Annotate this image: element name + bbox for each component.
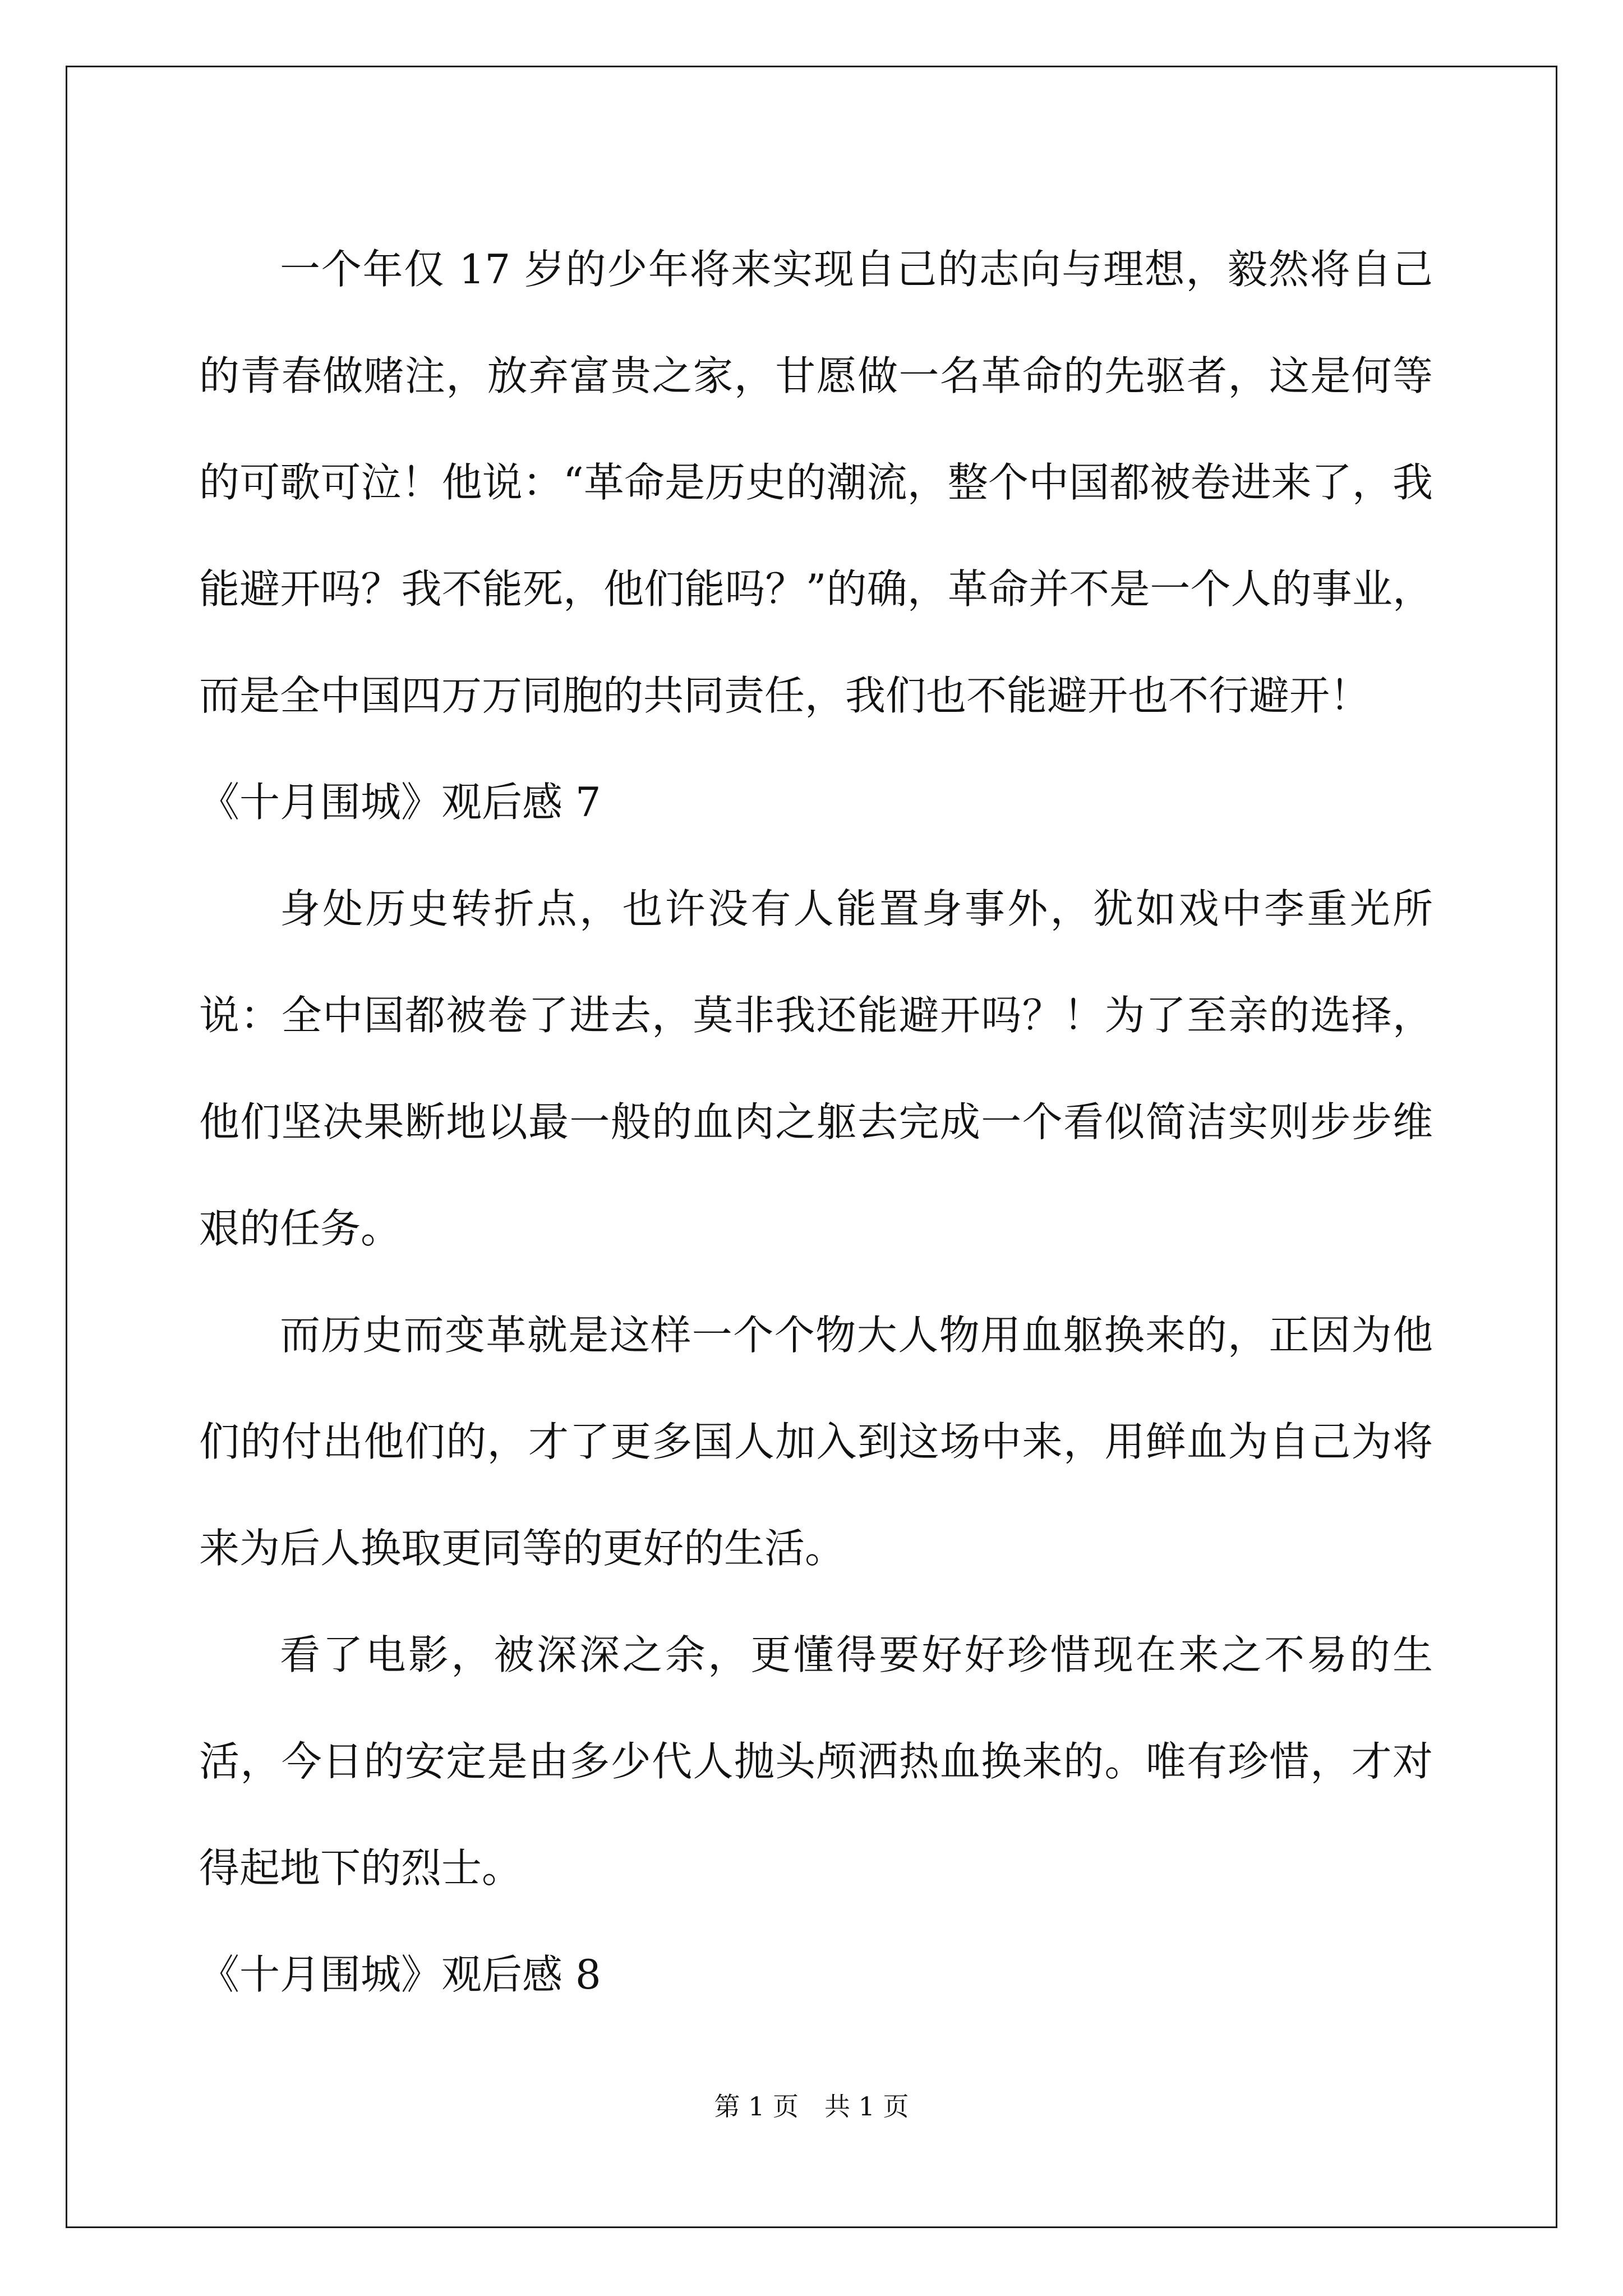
paragraph: 一个年仅 17 岁的少年将来实现自己的志向与理想，毅然将自己的青春做赌注，放弃富贵之家，甘愿做一名革命的先驱者，这是何等的可歌可泣！他说：“革命是历史的潮流，整个中国都被卷进来了，我能避开吗？我不能死，他们能吗？”的确，革命并不是一个人的事业，而是全中国四万万同胞的共同责任，我们也不能避开也不行避开！ [199,246,1433,719]
page-total: 共 1 页 [824,2091,909,2122]
paragraph: 看了电影，被深深之余，更懂得要好好珍惜现在来之不易的生活，今日的安定是由多少代人抛头颅洒热血换来的。唯有珍惜，才对得起地下的烈士。 [199,1631,1433,1892]
paragraph: 而历史而变革就是这样一个个物大人物用血躯换来的，正因为他们的付出他们的，才了更多国人加入到这场中来，用鲜血为自己为将来为后人换取更同等的更好的生活。 [199,1312,1433,1572]
paragraph: 身处历史转折点，也许没有人能置身事外，犹如戏中李重光所说：全中国都被卷了进去，莫非我还能避开吗？！为了至亲的选择，他们坚决果断地以最一般的血肉之躯去完成一个看似简洁实则步步维艰的任务。 [199,885,1433,1252]
page-number: 第 1 页 [714,2091,799,2122]
section-heading: 《十月围城》观后感 8 [199,1951,601,1998]
document-body [199,216,1433,2028]
section-heading: 《十月围城》观后感 7 [199,779,601,826]
page-footer [0,2090,1623,2123]
